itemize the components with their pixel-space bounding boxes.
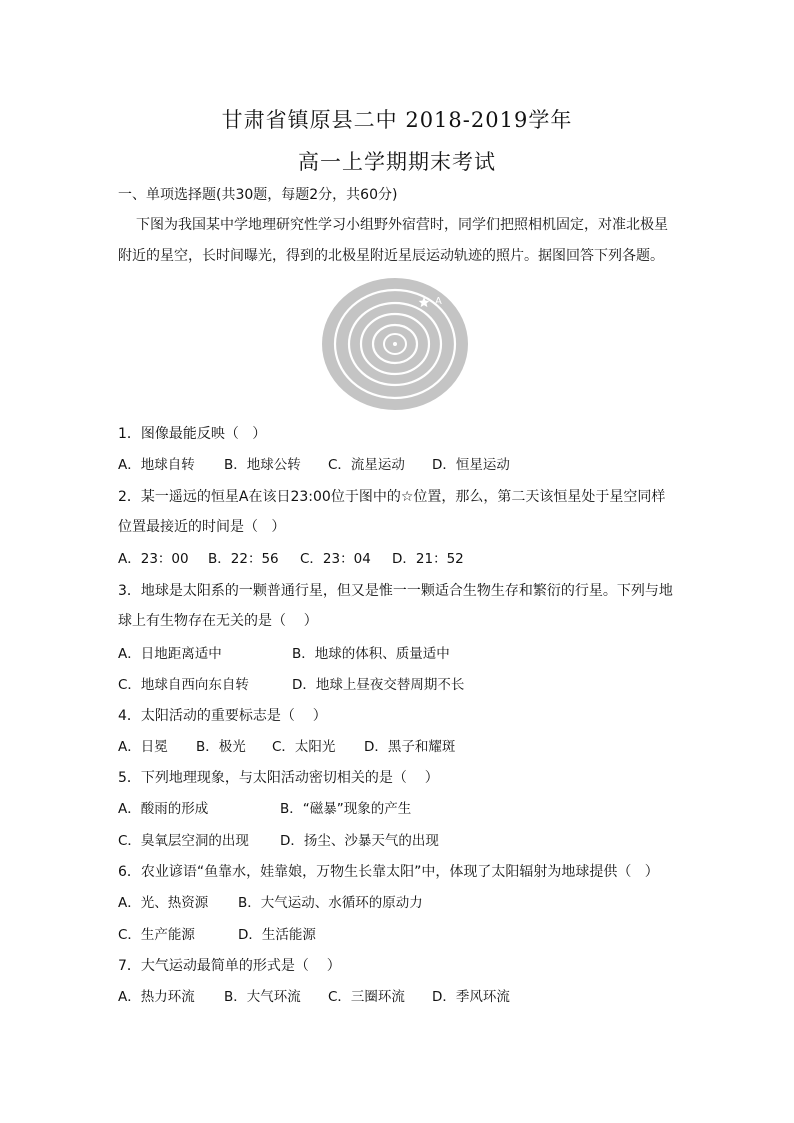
question-3-stem: 3．地球是太阳系的一颗普通行星，但又是惟一一颗适合生物生存和繁衍的行星。下列与地 bbox=[118, 583, 673, 599]
question-6-option-d: D．生活能源 bbox=[238, 927, 316, 943]
question-3-option-d: D．地球上昼夜交替周期不长 bbox=[292, 677, 465, 693]
question-5-option-b: B．“磁暴”现象的产生 bbox=[280, 801, 412, 817]
question-1-option-b: B．地球公转 bbox=[224, 457, 301, 473]
question-2-option-d: D．21：52 bbox=[392, 551, 464, 567]
question-1-stem: 1．图像最能反映（ ） bbox=[118, 426, 267, 442]
star-trail-diagram bbox=[320, 276, 470, 416]
question-7-option-d: D．季风环流 bbox=[432, 989, 510, 1005]
star-label: A bbox=[435, 296, 442, 307]
question-4-option-c: C．太阳光 bbox=[272, 739, 336, 755]
question-7-option-c: C．三圈环流 bbox=[328, 989, 405, 1005]
question-1-option-d: D．恒星运动 bbox=[432, 457, 510, 473]
question-4-stem: 4．太阳活动的重要标志是（ ） bbox=[118, 708, 327, 724]
question-2-stem: 2．某一遥远的恒星A在该日23:00位于图中的☆位置，那么，第二天该恒星处于星空同样 bbox=[118, 489, 666, 505]
question-5-option-c: C．臭氧层空洞的出现 bbox=[118, 833, 249, 849]
question-5-stem: 5．下列地理现象，与太阳活动密切相关的是（ ） bbox=[118, 770, 439, 786]
question-4-option-a: A．日冕 bbox=[118, 739, 168, 755]
intro-paragraph: 下图为我国某中学地理研究性学习小组野外宿营时，同学们把照相机固定，对准北极星附近的星空，长时间曝光，得到的北极星附近星辰运动轨迹的照片。据图回答下列各题。 bbox=[118, 217, 668, 264]
question-6-option-c: C．生产能源 bbox=[118, 927, 195, 943]
question-7-option-b: B．大气环流 bbox=[224, 989, 301, 1005]
question-3-stem-cont: 球上有生物存在无关的是（ ） bbox=[118, 613, 318, 629]
question-6-option-a: A．光、热资源 bbox=[118, 895, 209, 911]
question-4-option-d: D．黑子和耀斑 bbox=[364, 739, 456, 755]
exam-title-line2: 高一上学期期末考试 bbox=[298, 150, 496, 174]
polaris-dot bbox=[393, 342, 397, 346]
question-4-option-b: B．极光 bbox=[196, 739, 246, 755]
question-3-option-c: C．地球自西向东自转 bbox=[118, 677, 249, 693]
question-2-option-c: C．23：04 bbox=[300, 551, 371, 567]
question-7-stem: 7．大气运动最简单的形式是（ ） bbox=[118, 958, 341, 974]
question-6-option-b: B．大气运动、水循环的原动力 bbox=[238, 895, 423, 911]
exam-title-line1: 甘肃省镇原县二中 2018-2019学年 bbox=[221, 108, 573, 132]
question-3-option-b: B．地球的体积、质量适中 bbox=[292, 646, 450, 662]
question-6-stem: 6．农业谚语“鱼靠水，娃靠娘，万物生长靠太阳”中，体现了太阳辐射为地球提供（ ） bbox=[118, 864, 659, 880]
question-5-option-d: D．扬尘、沙暴天气的出现 bbox=[280, 833, 439, 849]
section-heading: 一、单项选择题(共30题，每题2分，共60分) bbox=[118, 187, 398, 203]
star-trail-figure bbox=[320, 276, 470, 416]
question-7-option-a: A．热力环流 bbox=[118, 989, 195, 1005]
question-1-option-a: A．地球自转 bbox=[118, 457, 195, 473]
question-3-option-a: A．日地距离适中 bbox=[118, 646, 222, 662]
question-5-option-a: A．酸雨的形成 bbox=[118, 801, 209, 817]
question-2-stem-cont: 位置最接近的时间是（ ） bbox=[118, 519, 286, 535]
question-2-option-a: A．23：00 bbox=[118, 551, 189, 567]
question-1-option-c: C．流星运动 bbox=[328, 457, 405, 473]
question-2-option-b: B．22：56 bbox=[208, 551, 279, 567]
